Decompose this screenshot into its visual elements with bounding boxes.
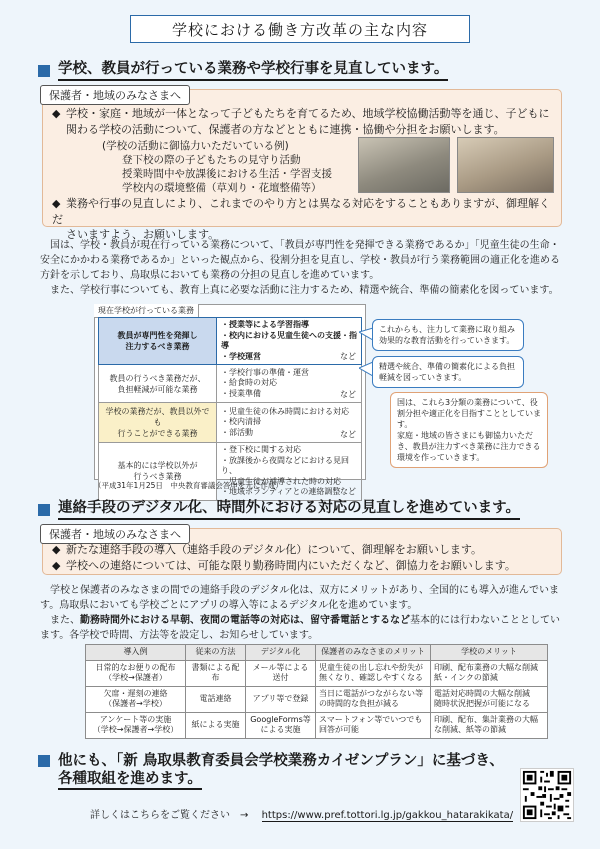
qr-code-icon[interactable] [520,768,574,822]
diamond-bullet-icon: ◆ [52,558,61,572]
page-title: 学校における働き方改革の主な内容 [130,15,470,43]
s1-bullet2: ◆ 業務や行事の見直しにより、これまでのやり方とは異なる対応をすることもありますが、御理解くだ さいますよう、お願いします。 [52,197,550,241]
callout-reduce: 精選や統合、準備の簡素化による負担軽減を図っていきます。 [372,356,524,388]
diamond-bullet-icon: ◆ [52,543,61,556]
task-diagram [94,304,564,496]
photo-crossing-guard [358,137,450,193]
example-item: 授業時間中や放課後における生活・学習支援 [122,168,332,180]
table-header: 保護者のみなさまのメリット [316,645,431,661]
diagram-row [99,443,362,501]
example-item: 登下校の際の子どもたちの見守り活動 [122,154,301,166]
s1-bullet1: ◆ 学校・家庭・地域が一体となって子どもたちを育てるため、地域学校協働活動等を通じ、子どもに 関わる学校の活動について、保護者の方などとともに連携・協働や分担をお願いします。 [52,107,550,136]
diagram-source: （平成31年1月25日 中央教育審議会答申を元に作成） [94,481,283,490]
diagram-items: ・学校行事の準備・運営 ・給食時の対応 ・授業準備 など [217,365,362,403]
diagram-category: 学校の業務だが、教員以外でも 行うことができる業務 [99,403,217,443]
section1-heading: 学校、教員が行っている業務や学校行事を見直しています。 [38,60,448,81]
examples-title: (学校の活動に御協力いただいている例) [102,140,289,152]
diagram-table [98,317,362,501]
diamond-bullet-icon: ◆ [52,197,61,210]
table-row: 欠席・遅刻の連絡 （保護者→学校） 電話連絡 アプリ等で登録 当日に電話がつながらない等の時間的な負担が減る 電話対応時間の大幅な削減 随時状況把握が可能になる [86,686,548,712]
diagram-items: ・授業等による学習指導 ・校内における児童生徒への支援・指導 ・学校運営 など [217,318,362,365]
callout-share: 国は、これら3分類の業務について、役割分担や適正化を目指すこととしています。 家庭・地域の皆さまにも御協力いただき、教員が注力すべき業務に注力できる環境を作っていきます。 [390,392,548,468]
details-url-link[interactable]: https://www.pref.tottori.lg.jp/gakkou_hatarakikata/ [261,810,514,821]
table-header: 学校のメリット [431,645,548,661]
diagram-items: ・児童生徒の休み時間における対応 ・校内清掃 ・部活動 など [217,403,362,443]
table-header: 導入例 [86,645,186,661]
table-header: デジタル化 [246,645,316,661]
table-header-row [86,645,548,661]
diagram-row [99,403,362,443]
example-item: 学校内の環境整備（草刈り・花壇整備等） [122,182,322,194]
square-bullet-icon [38,65,50,77]
square-bullet-icon [38,504,50,516]
diagram-category: 基本的には学校以外が 行うべき業務 [99,443,217,501]
details-line: 詳しくはこちらをご覧ください → https://www.pref.tottori.lg.jp/gakkou_hatarakikata/ [90,810,514,821]
photo-classroom-support [457,137,554,193]
diagram-row [99,318,362,365]
digitalization-table [85,644,548,739]
s1-paragraphs: 国は、学校・教員が現在行っている業務について、「教員が専門性を発揮できる業務であるか」「児童生徒の生命・安全にかかわる業務であるか」といった観点から、役割分担を見直し、学校・教員が行う業務範囲の適正化を進める方針を示しており、鳥取県においても業務の分担の見直しを進めています。 また、学校行事についても、教育上真に必要な活動に注力するため、精選や統合、準備の簡素化を図っています。 [40,240,560,296]
square-bullet-icon [38,755,50,767]
diamond-bullet-icon: ◆ [52,107,61,120]
table-header: 従来の方法 [186,645,246,661]
section2-heading: 連絡手段のデジタル化、時間外における対応の見直しを進めています。 [38,499,520,520]
guardian-tag-1: 保護者・地域のみなさまへ [40,85,190,105]
diagram-category: 教員が専門性を発揮し 注力するべき業務 [99,318,217,365]
diagram-category: 教員の行うべき業務だが、 負担軽減が可能な業務 [99,365,217,403]
guardian-tag-2: 保護者・地域のみなさまへ [40,524,190,544]
table-row: 日常的なお便りの配布 （学校→保護者） 書類による配布 メール等による送付 児童生徒の出し忘れや紛失が無くなり、確認しやすくなる 印刷、配布業務の大幅な削減 紙・インクの節減 [86,660,548,686]
section3-heading: 他にも、「新 鳥取県教育委員会学校業務カイゼンプラン」に基づき、 各種取組を進めます。 [38,752,504,790]
table-row: アンケート等の実施 （学校→保護者→学校） 紙による実施 GoogleForms等による実施 スマートフォン等でいつでも回答が可能 印刷、配布、集計業務の大幅な削減、紙等の節減 [86,712,548,738]
diagram-header: 現在学校が行っている業務 [94,304,199,318]
diagram-items: ・登下校に関する対応 ・放課後から夜間などにおける見回り、 児童生徒が補導された時の対応 ・地域ボランティアとの連絡調整 など [217,443,362,501]
s2-bullets: ◆ 新たな連絡手段の導入（連絡手段のデジタル化）について、御理解をお願いします。 ◆ 学校への連絡については、可能な限り勤務時間内にいただくなど、御協力をお願いします。 [52,543,516,572]
diagram-row [99,365,362,403]
s2-paragraphs: 学校と保護者のみなさまの間での連絡手段のデジタル化は、双方にメリットがあり、全国的にも導入が進んでいます。鳥取県においても学校ごとにアプリの導入等によるデジタル化を進めています。 また、勤務時間外における早朝、夜間の電話等の対応は、留守番電話とするなど基本的には行わないこととしています。各学校で時間、方法等を設定し、お知らせしています。 [40,585,560,641]
callout-focus: これからも、注力して業務に取り組み効果的な教育活動を行っていきます。 [372,319,524,351]
